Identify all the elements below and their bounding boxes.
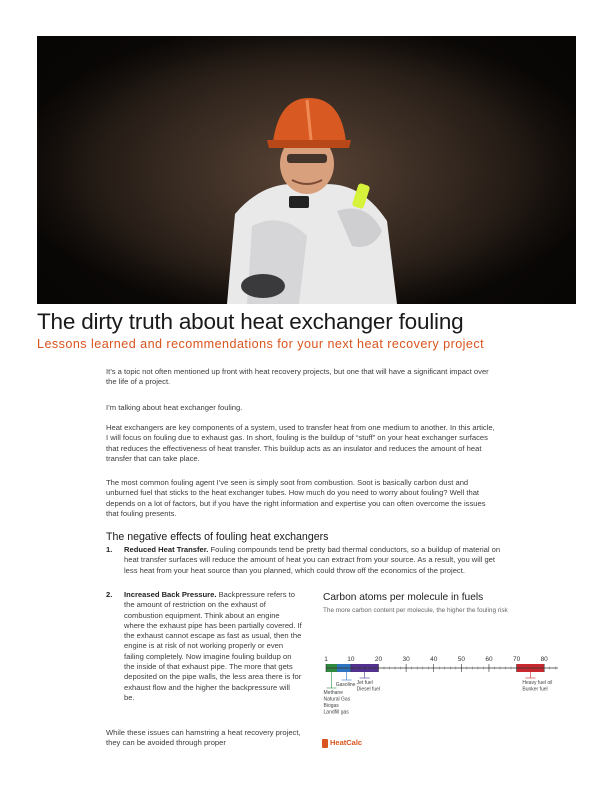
hero-photo — [37, 36, 576, 304]
chart-subtitle: The more carbon content per molecule, the higher the fouling risk — [323, 607, 508, 614]
list-number: 2. — [106, 590, 113, 599]
range-label: Heavy fuel oil — [522, 680, 553, 686]
tick-label: 20 — [374, 656, 383, 663]
chart-title: Carbon atoms per molecule in fuels — [323, 592, 484, 603]
tick-label: 80 — [540, 656, 548, 663]
paragraph-tail: While these issues can hamstring a heat recovery project, they can be avoided through proper — [106, 728, 301, 748]
paragraph-heat-exchangers: Heat exchangers are key components of a system, used to transfer heat from one medium to another. In this article, I will focus on fouling due to exhaust gas. In short, fouling is the buildup of “stuff” on your heat exchanger surfaces that reduces the effectiveness of heat transfer. This buildup acts as an insulator and reduces the amount of heat transfer that can take place. — [106, 423, 495, 463]
list-number: 1. — [106, 545, 113, 554]
section-heading: The negative effects of fouling heat exchangers — [106, 531, 329, 543]
tick-label: 60 — [485, 656, 493, 663]
brand-name: HeatCalc — [330, 738, 363, 747]
range-label: Diesel fuel — [356, 686, 381, 693]
range-label: Jet fuel — [356, 680, 373, 686]
list-item-text: Backpressure refers to the amount of restriction on the exhaust of combustion equipment. Think about an engine where the exhaust pipe has been partially covered. If the exhaust cannot escape as fast as usual, then the engine is at risk of not working properly or even failing completely. Now imagine fouling buildup on the inside of that exhaust pipe. The more that gets deposited on the pipe walls, the less area there is for exhaust flow and the higher the backpressure will be. — [124, 590, 302, 702]
list-item-lead: Reduced Heat Transfer. — [124, 545, 209, 554]
list-item — [124, 545, 504, 576]
tick-label: 30 — [402, 656, 410, 663]
paragraph-soot: The most common fouling agent I’ve seen is simply soot from combustion. Soot is basically carbon dust and unburned fuel that sticks to the heat exchanger tubes. How much do you need to worry about fouling? Well that depends on a lot of factors, but if you have the right information and expertise you can often overcome the issues that fouling presents. — [106, 478, 486, 518]
list-item-lead: Increased Back Pressure. — [124, 590, 217, 599]
range-label: Bunker fuel — [522, 686, 548, 693]
tick-label: 1 — [324, 656, 328, 663]
paragraph-topic: I’m talking about heat exchanger fouling. — [106, 403, 243, 412]
tick-label: 50 — [457, 656, 465, 663]
range-label: Gasoline — [335, 682, 356, 688]
paragraph-intro: It’s a topic not often mentioned up front with heat recovery projects, but one that will have a significant impact over the life of a project. — [106, 367, 489, 387]
range-label: Natural Gas — [323, 696, 351, 703]
list-item-text: Fouling compounds tend be pretty bad thermal conductors, so a buildup of material on heat transfer surfaces will reduce the amount of heat you can extract from your source. As a result, you will get less heat from your heat source than you planned, which could throw off the economics of the project. — [124, 545, 501, 575]
list-item — [124, 590, 302, 703]
article-subtitle: Lessons learned and recommendations for your next heat recovery project — [37, 337, 485, 351]
range-label: Landfill gas — [323, 709, 349, 716]
flame-icon — [322, 739, 328, 748]
article-title: The dirty truth about heat exchanger fouling — [37, 309, 464, 334]
carbon-chart — [318, 648, 568, 720]
tick-label: 10 — [347, 656, 355, 663]
range-label: Methane — [323, 690, 343, 696]
tick-label: 70 — [512, 656, 521, 663]
range-label: Biogas — [323, 703, 339, 709]
tick-label: 40 — [430, 656, 438, 663]
